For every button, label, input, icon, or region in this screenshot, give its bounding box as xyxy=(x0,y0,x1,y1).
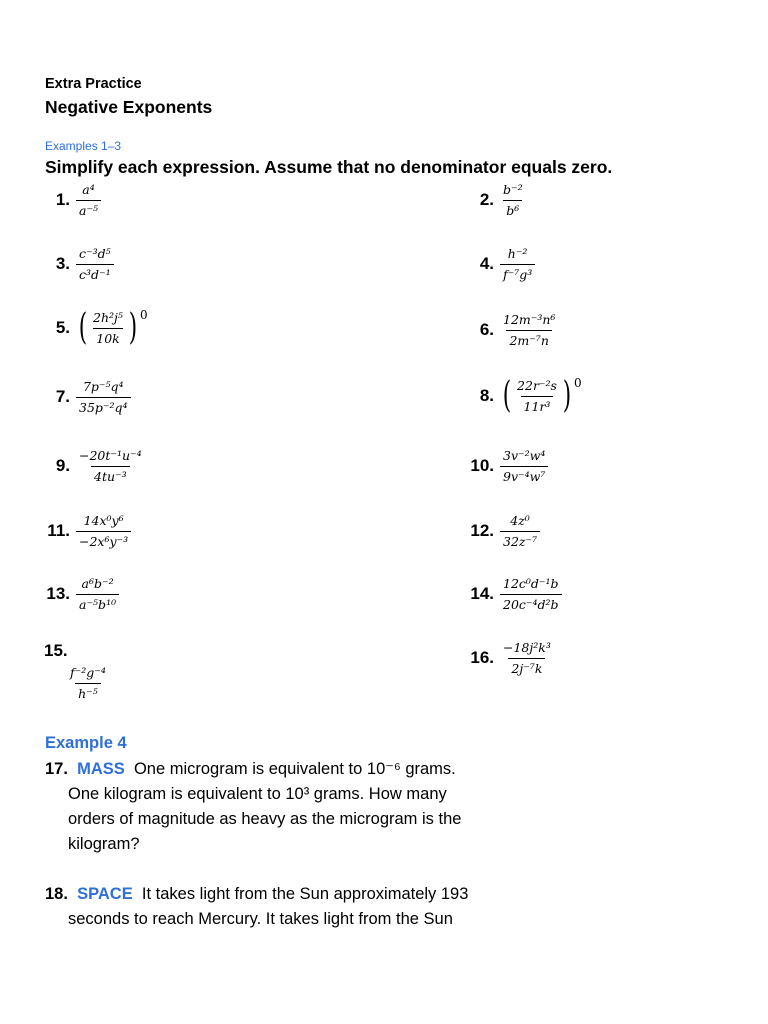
problem-4 xyxy=(464,246,535,282)
problem-8 xyxy=(464,375,582,417)
numerator: 2h²j⁵ xyxy=(93,310,123,325)
denominator: 4tu⁻³ xyxy=(91,466,130,485)
word-problem-17 xyxy=(45,757,461,857)
problem-7 xyxy=(40,379,131,415)
denominator: h⁻⁵ xyxy=(75,683,101,702)
numerator: f⁻²g⁻⁴ xyxy=(70,665,106,680)
left-paren: ( xyxy=(502,375,512,417)
denominator: −2x⁶y⁻³ xyxy=(76,531,131,550)
numerator: b⁻² xyxy=(503,182,523,197)
problem-1 xyxy=(40,182,101,218)
fraction xyxy=(76,379,131,415)
fraction xyxy=(500,182,526,218)
problem-number: 2. xyxy=(479,190,494,210)
fraction xyxy=(500,448,548,484)
denominator: 35p⁻²q⁴ xyxy=(76,397,131,416)
problem-11 xyxy=(40,513,131,549)
word-problem-18-line-2: seconds to reach Mercury. It takes light from the Sun xyxy=(68,910,453,928)
problem-number: 1. xyxy=(55,190,70,210)
problem-number: 10. xyxy=(470,456,494,476)
denominator: 32z⁻⁷ xyxy=(500,531,540,550)
problem-number: 13. xyxy=(46,584,70,604)
denominator: b⁶ xyxy=(503,200,522,219)
word-problem-17-line-4: kilogram? xyxy=(68,835,140,853)
topic-label: MASS xyxy=(77,760,125,778)
fraction xyxy=(76,448,145,484)
fraction xyxy=(500,640,554,676)
exponent: 0 xyxy=(574,376,582,390)
problem-13 xyxy=(40,576,119,612)
denominator: 2j⁻⁷k xyxy=(508,658,545,677)
problem-15 xyxy=(67,665,109,701)
problem-text: One microgram is equivalent to 10⁻⁶ grams. xyxy=(133,760,456,778)
fraction xyxy=(500,513,540,549)
numerator: h⁻² xyxy=(507,246,528,261)
numerator: c⁻³d⁵ xyxy=(79,246,111,261)
problem-number: 16. xyxy=(470,648,494,668)
denominator: 2m⁻⁷n xyxy=(506,330,551,349)
numerator: 22r⁻²s xyxy=(517,378,557,393)
parenthesized-expression xyxy=(500,375,582,417)
worksheet-title: Negative Exponents xyxy=(45,97,213,117)
numerator: 14x⁰y⁶ xyxy=(83,513,124,528)
problem-16 xyxy=(464,640,554,676)
problem-number: 5. xyxy=(55,318,70,338)
fraction xyxy=(500,576,562,612)
problem-6 xyxy=(464,312,558,348)
word-problem-18-line-1 xyxy=(45,882,468,907)
numerator: a⁴ xyxy=(82,182,95,197)
right-paren: ) xyxy=(128,307,138,349)
denominator: c³d⁻¹ xyxy=(76,264,114,283)
right-paren: ) xyxy=(562,375,572,417)
word-problem-17-line-2: One kilogram is equivalent to 10³ grams. How many xyxy=(68,785,447,803)
denominator: a⁻⁵ xyxy=(76,200,101,219)
exponent: 0 xyxy=(140,308,148,322)
problem-number: 4. xyxy=(479,254,494,274)
problem-14 xyxy=(464,576,562,612)
problem-15-number: 15. xyxy=(44,641,68,660)
problem-number: 8. xyxy=(479,386,494,406)
problem-number: 18. xyxy=(45,885,68,903)
topic-label: SPACE xyxy=(77,885,133,903)
section-label-example-4: Example 4 xyxy=(45,734,127,752)
numerator: 12c⁰d⁻¹b xyxy=(503,576,559,591)
problem-9 xyxy=(40,448,145,484)
section-label-examples-1-3: Examples 1–3 xyxy=(45,139,122,153)
problem-5 xyxy=(40,307,148,349)
numerator: −18j²k³ xyxy=(503,640,551,655)
problem-number: 3. xyxy=(55,254,70,274)
fraction xyxy=(90,310,126,346)
numerator: 4z⁰ xyxy=(510,513,530,528)
word-problem-17-line-3: orders of magnitude as heavy as the microgram is the xyxy=(68,810,462,828)
problem-number: 6. xyxy=(479,320,494,340)
denominator: a⁻⁵b¹⁰ xyxy=(76,594,119,613)
word-problem-18 xyxy=(45,882,468,932)
numerator: 12m⁻³n⁶ xyxy=(503,312,556,327)
worksheet-label: Extra Practice xyxy=(45,76,142,92)
problem-number: 11. xyxy=(47,521,70,541)
problem-2 xyxy=(464,182,526,218)
problem-number: 14. xyxy=(470,584,494,604)
word-problem-17-line-1 xyxy=(45,757,461,782)
denominator: 11r³ xyxy=(521,396,554,415)
problem-number: 7. xyxy=(55,387,70,407)
problem-number: 17. xyxy=(45,760,68,778)
fraction xyxy=(76,182,101,218)
fraction xyxy=(514,378,560,414)
problem-10 xyxy=(464,448,548,484)
fraction xyxy=(500,246,535,282)
fraction xyxy=(67,665,109,701)
numerator: −20t⁻¹u⁻⁴ xyxy=(79,448,142,463)
numerator: 7p⁻⁵q⁴ xyxy=(82,379,124,394)
problem-number: 12. xyxy=(470,521,494,541)
fraction xyxy=(76,513,131,549)
numerator: a⁶b⁻² xyxy=(81,576,114,591)
problem-number: 9. xyxy=(55,456,70,476)
problem-3 xyxy=(40,246,114,282)
problem-text: It takes light from the Sun approximately 193 xyxy=(141,885,469,903)
denominator: f⁻⁷g³ xyxy=(500,264,535,283)
problem-12 xyxy=(464,513,540,549)
fraction xyxy=(500,312,558,348)
numerator: 3v⁻²w⁴ xyxy=(503,448,546,463)
fraction xyxy=(76,246,114,282)
instructions: Simplify each expression. Assume that no denominator equals zero. xyxy=(45,157,613,177)
fraction xyxy=(76,576,119,612)
left-paren: ( xyxy=(78,307,88,349)
parenthesized-expression xyxy=(76,307,148,349)
denominator: 9v⁻⁴w⁷ xyxy=(500,466,548,485)
denominator: 20c⁻⁴d²b xyxy=(500,594,562,613)
denominator: 10k xyxy=(93,328,122,347)
